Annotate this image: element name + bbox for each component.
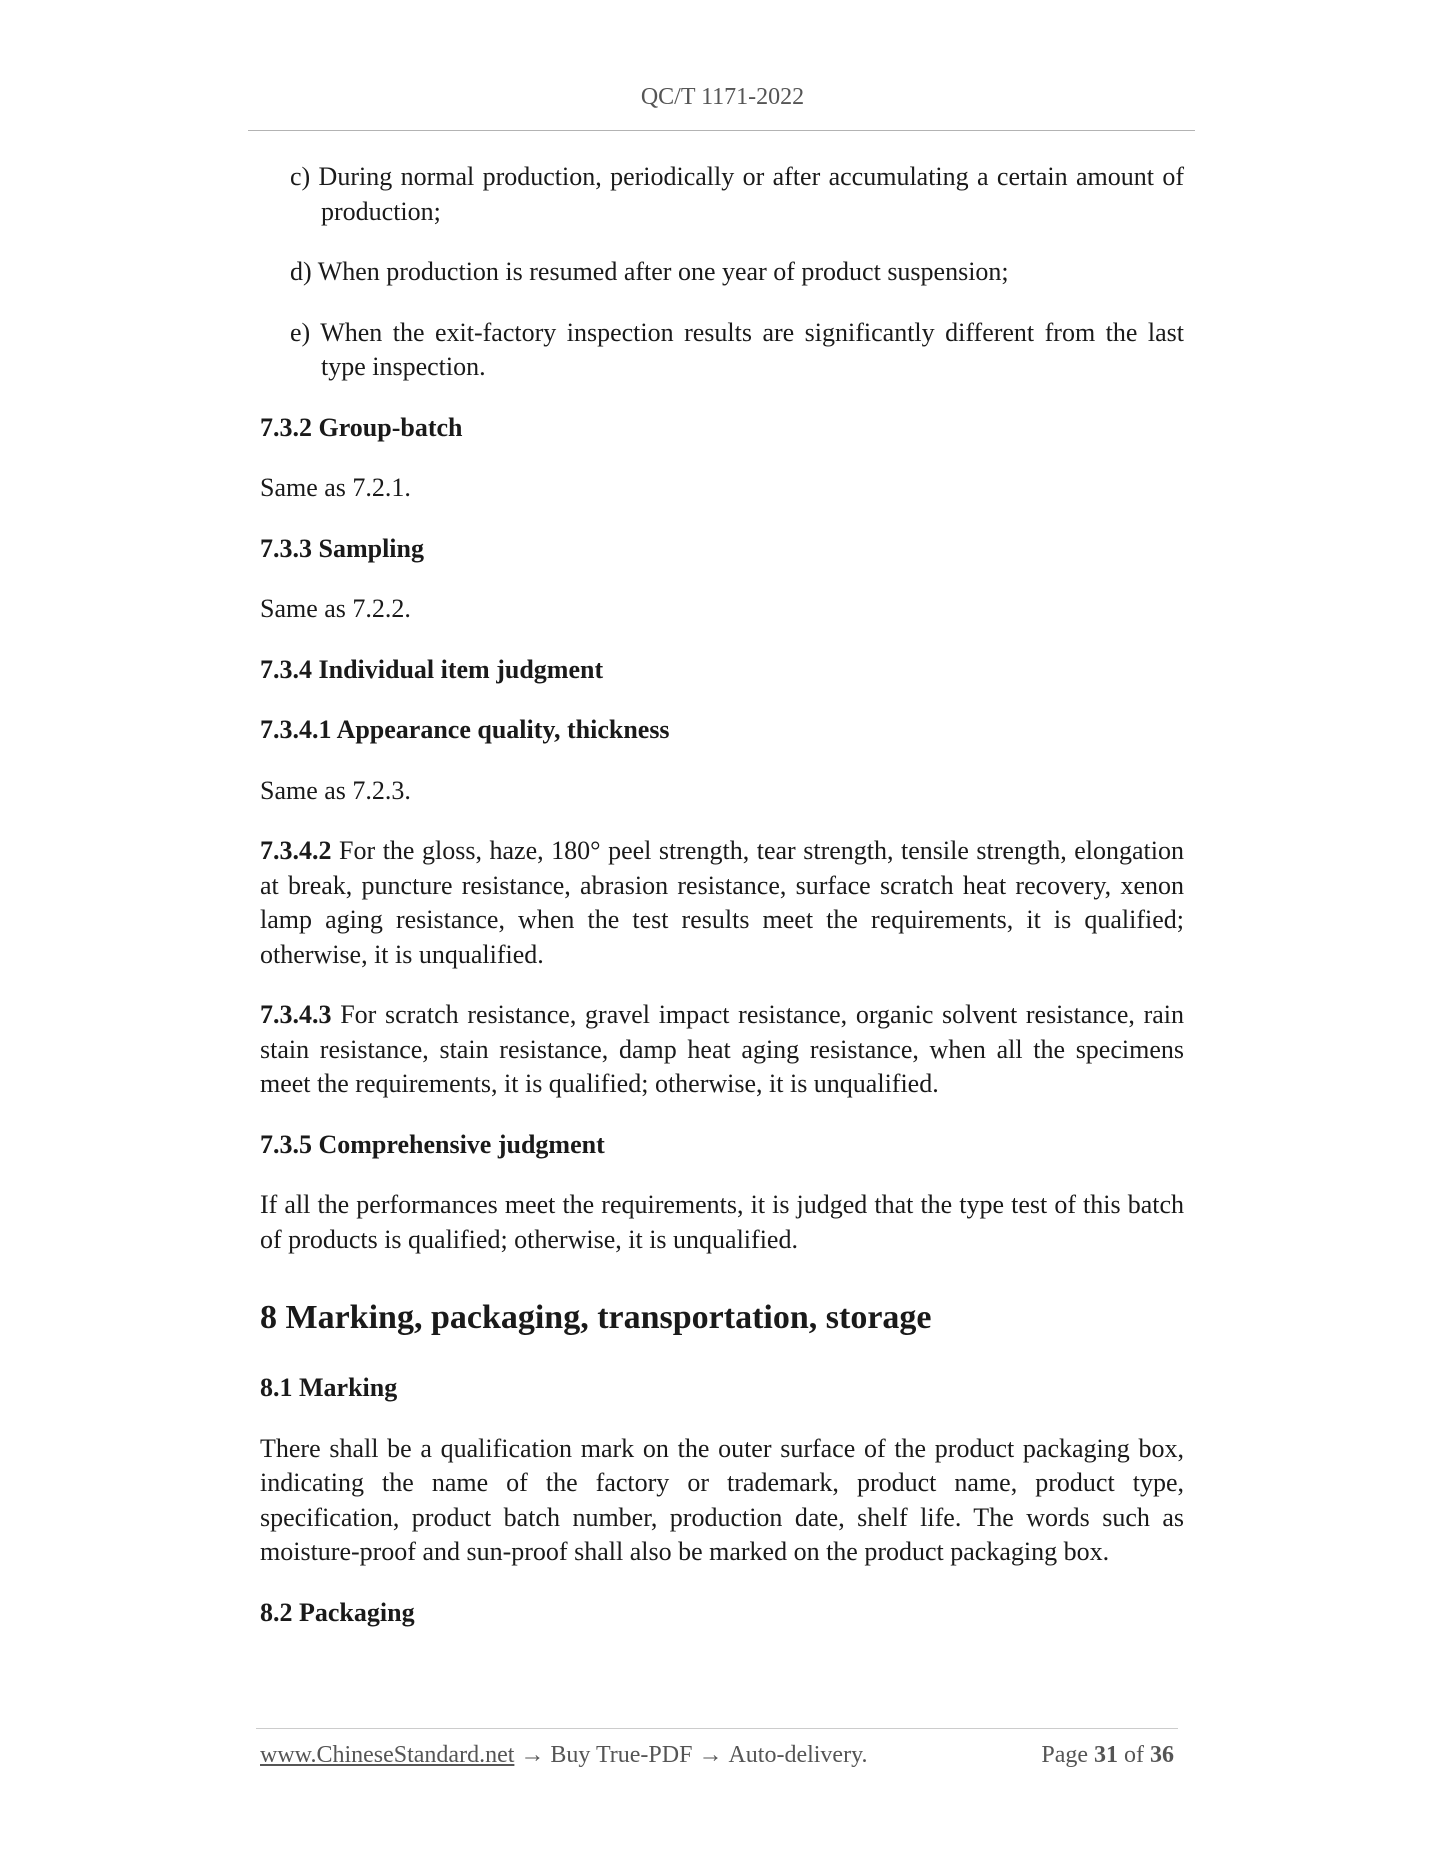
website-link[interactable]: www.ChineseStandard.net: [260, 1742, 515, 1768]
list-item-e: e) When the exit-factory inspection results are significantly different from the last type inspection.: [290, 317, 1184, 381]
clause-number-7-3-4-2: 7.3.4.2: [260, 836, 332, 865]
auto-delivery-text: Auto-delivery.: [728, 1742, 868, 1768]
list-item-c: c) During normal production, periodically or after accumulating a certain amount of production;: [290, 162, 1184, 226]
list-item-d: d) When production is resumed after one year of product suspension;: [290, 257, 1009, 286]
paragraph-8-1: There shall be a qualification mark on the outer surface of the product packaging box, indicating the name of the factory or trademark, product name, product type, specification, product batch number, production date, shelf life. The words such as moisture-proof and sun-proof shall also be marked on the product packaging box.: [260, 1433, 1184, 1566]
heading-7-3-3: 7.3.3 Sampling: [260, 533, 424, 563]
heading-8-2: 8.2 Packaging: [260, 1597, 415, 1627]
of-label: of: [1124, 1742, 1144, 1768]
page-number: 31: [1094, 1742, 1118, 1768]
heading-7-3-4: 7.3.4 Individual item judgment: [260, 654, 604, 684]
paragraph-7-3-5: If all the performances meet the requirements, it is judged that the type test of this batch of products is qualified; otherwise, it is unqualified.: [260, 1190, 1184, 1254]
paragraph-7-3-4-1: Same as 7.2.3.: [260, 775, 411, 805]
page-footer: [260, 1742, 1178, 1776]
arrow-right-icon: →: [698, 1742, 723, 1768]
clause-text-7-3-4-3: For scratch resistance, gravel impact resistance, organic solvent resistance, rain stain resistance, stain resistance, damp heat aging resistance, when all the specimens meet the requirements, it is qualified; otherwise, it is unqualified.: [260, 1000, 1184, 1098]
heading-7-3-5: 7.3.5 Comprehensive judgment: [260, 1129, 605, 1159]
page-total: 36: [1150, 1742, 1174, 1768]
document-code-header: QC/T 1171-2022: [640, 84, 805, 110]
page-indicator: [1041, 1742, 1174, 1769]
clause-number-7-3-4-3: 7.3.4.3: [260, 1000, 332, 1029]
page-body: [260, 160, 1184, 1656]
paragraph-7-3-2: Same as 7.2.1.: [260, 473, 411, 502]
heading-7-3-4-1: 7.3.4.1 Appearance quality, thickness: [260, 715, 670, 744]
paragraph-7-3-3: Same as 7.2.2.: [260, 594, 411, 623]
buy-pdf-text: Buy True-PDF: [550, 1742, 693, 1768]
paragraph-7-3-4-3: [260, 998, 1184, 1102]
header-divider: [248, 130, 1195, 131]
arrow-right-icon: →: [520, 1742, 545, 1768]
heading-7-3-2: 7.3.2 Group-batch: [260, 412, 463, 442]
paragraph-7-3-4-2: [260, 834, 1184, 972]
clause-text-7-3-4-2: For the gloss, haze, 180° peel strength, tear strength, tensile strength, elongation at break, puncture resistance, abrasion resistance, surface scratch heat recovery, xenon lamp aging resistance, when the test results meet the requirements, it is qualified; otherwise, it is unqualified.: [260, 836, 1184, 969]
page-label: Page: [1041, 1742, 1088, 1768]
chapter-8-title: 8 Marking, packaging, transportation, storage: [260, 1299, 932, 1336]
heading-8-1: 8.1 Marking: [260, 1373, 398, 1402]
footer-promo: [260, 1742, 868, 1769]
footer-divider: [256, 1728, 1178, 1729]
